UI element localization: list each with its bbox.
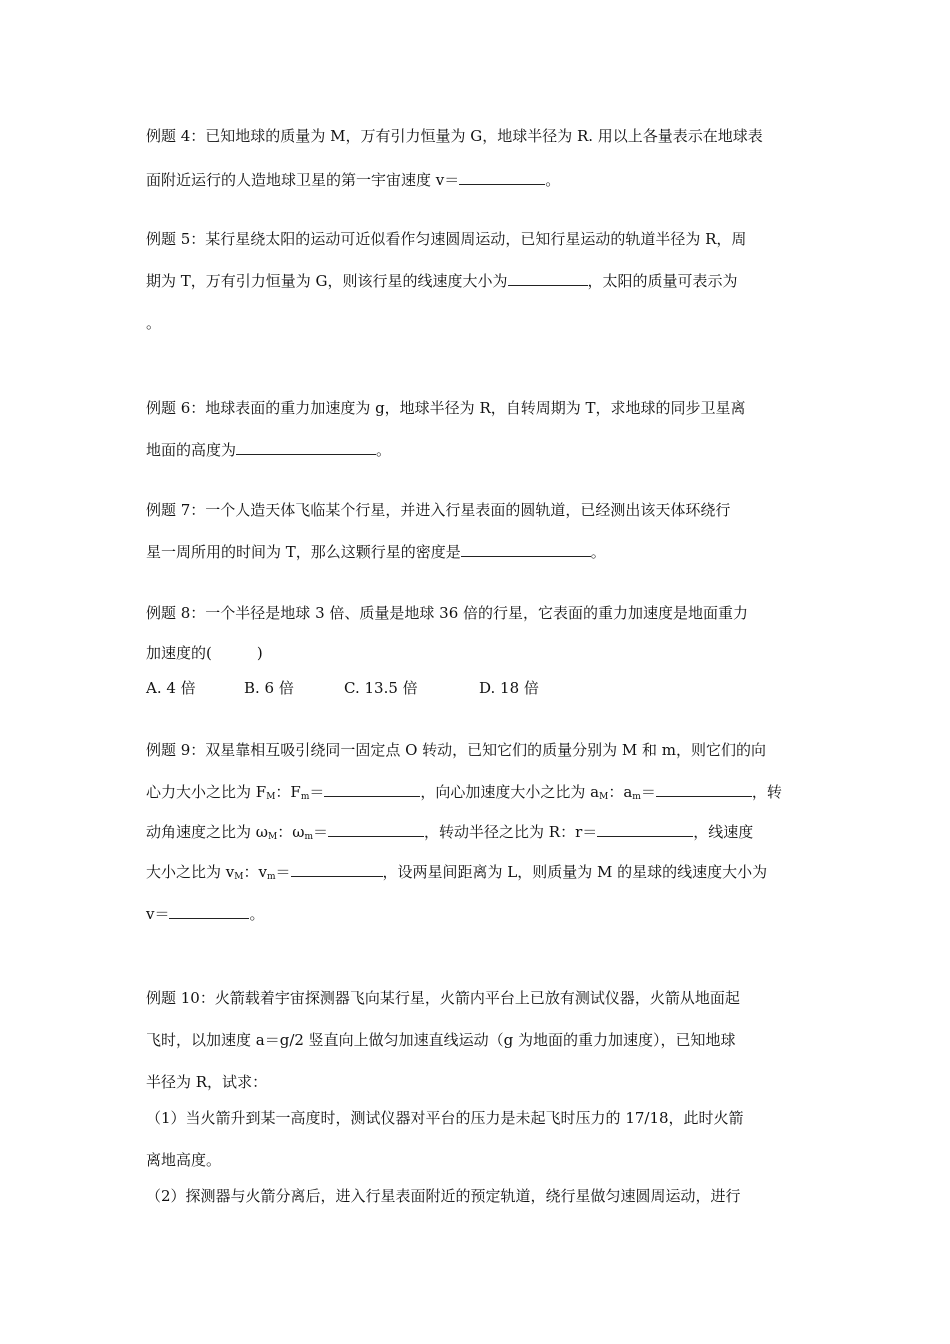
ex6-end: 。 [376,441,392,459]
ex9-text: ，设两星间距离为 L，则质量为 M 的星球的线速度大小为 [382,863,768,881]
ex5-line-3: 。 [146,314,162,332]
colon-w: ：ω [277,823,305,841]
equals: ＝ [313,823,329,841]
ex8-line-1: 例题 8：一个半径是地球 3 倍、质量是地球 36 倍的行星，它表面的重力加速度是地面重力 [146,604,749,622]
sub-m: m [632,792,641,802]
ex9-force-ratio-label: 心力大小之比为 F [146,783,267,801]
ex9-velocity-blank [291,862,383,877]
ex8-choices [146,678,539,698]
sub-m: m [304,832,314,842]
ex6-text: 地面的高度为 [146,441,237,459]
ex10-question-2: （2）探测器与火箭分离后，进入行星表面附近的预定轨道，绕行星做匀速圆周运动，进行 [146,1187,741,1205]
ex7-answer-blank [461,542,591,557]
ex9-radius-blank [597,822,693,837]
equals: ＝ [275,863,291,881]
ex10-line-3: 半径为 R，试求： [146,1073,268,1091]
ex9-line-4 [146,862,767,887]
sub-m: m [266,872,276,882]
ex9-line-5 [146,904,265,924]
ex9-v-blank [169,904,249,919]
ex9-text: ，线速度 [693,823,754,841]
colon-f: ：F [275,783,301,801]
choice-d: D. 18 倍 [479,679,539,697]
ex10-line-2: 飞时，以加速度 a＝g/2 竖直向上做匀加速直线运动（g 为地面的重力加速度），已知地球 [146,1031,736,1049]
ex10-line-1: 例题 10：火箭载着宇宙探测器飞向某行星，火箭内平台上已放有测试仪器，火箭从地面起 [146,989,740,1007]
ex9-radius-label: ，转动半径之比为 R：r＝ [424,823,598,841]
sub-m: m [300,792,310,802]
ex7-end: 。 [590,543,606,561]
ex4-line-2 [146,170,560,190]
ex9-velocity-label: 大小之比为 v [146,863,235,881]
ex4-text: 面附近运行的人造地球卫星的第一宇宙速度 v＝ [146,171,460,189]
ex10-question-1: （1）当火箭升到某一高度时，测试仪器对平台的压力是未起飞时压力的 17/18，此时火箭 [146,1109,744,1127]
ex9-line-1: 例题 9：双星靠相互吸引绕同一固定点 O 转动，已知它们的质量分别为 M 和 m，则它们的向 [146,741,767,759]
choice-b: B. 6 倍 [244,679,294,697]
ex9-end: 。 [249,905,265,923]
choice-c: C. 13.5 倍 [344,679,418,697]
ex6-line-2 [146,440,391,460]
ex7-line-2 [146,542,606,562]
ex9-omega-blank [328,822,424,837]
equals: ＝ [640,783,656,801]
ex9-accel-label: ，向心加速度大小之比为 a [420,783,600,801]
ex9-force-blank [324,782,420,797]
sub-M: M [268,832,278,842]
ex5-answer-blank [508,271,588,286]
ex9-line-3 [146,822,753,847]
ex5-line-2 [146,271,738,291]
ex10-question-1-cont: 离地高度。 [146,1151,222,1169]
ex9-v-label: v＝ [146,905,170,923]
ex4-line-1: 例题 4：已知地球的质量为 M，万有引力恒量为 G，地球半径为 R. 用以上各量表示在地球表 [146,127,763,145]
sub-M: M [266,792,276,802]
ex7-text: 星一周所用的时间为 T，那么这颗行星的密度是 [146,543,461,561]
ex7-line-1: 例题 7：一个人造天体飞临某个行星，并进入行星表面的圆轨道，已经测出该天体环绕行 [146,501,731,519]
ex4-answer-blank [459,170,545,185]
choice-a: A. 4 倍 [146,679,196,697]
ex4-end: 。 [545,171,561,189]
ex9-omega-label: 动角速度之比为 ω [146,823,269,841]
equals: ＝ [309,783,325,801]
colon-a: ：a [608,783,633,801]
colon-v: ：v [243,863,267,881]
sub-M: M [234,872,244,882]
ex5-line-1: 例题 5：某行星绕太阳的运动可近似看作匀速圆周运动，已知行星运动的轨道半径为 R，周 [146,230,747,248]
ex9-text: ，转 [751,783,782,801]
sub-M: M [599,792,609,802]
ex9-accel-blank [656,782,752,797]
ex6-answer-blank [236,440,376,455]
ex5-text: 期为 T，万有引力恒量为 G，则该行星的线速度大小为 [146,272,508,290]
ex6-line-1: 例题 6：地球表面的重力加速度为 g，地球半径为 R，自转周期为 T，求地球的同步卫星离 [146,399,746,417]
ex9-line-2 [146,782,782,807]
ex5-text-2: ，太阳的质量可表示为 [587,272,738,290]
ex8-line-2: 加速度的( ) [146,644,263,662]
